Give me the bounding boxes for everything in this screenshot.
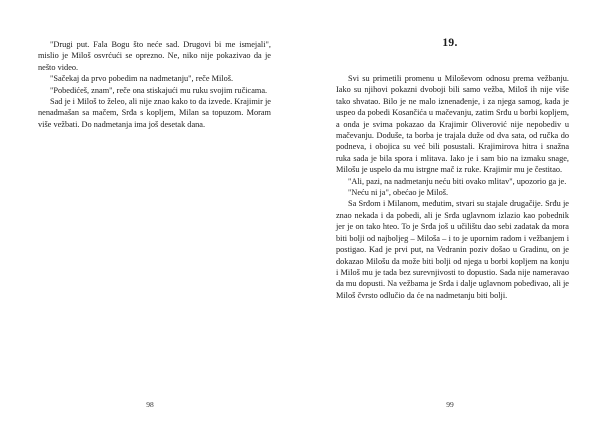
paragraph: Sad je i Miloš to želeo, ali nije znao kako to da izvede. Krajimir je nenadmašan sa mačem, Srđa s kopljem, Milan sa topuzom. Moram više vežbati. Do nadmetanja ima još desetak dana.	[38, 97, 271, 129]
left-page-text	[38, 39, 271, 130]
page-number-right: 99	[446, 400, 454, 409]
paragraph: "Drugi put. Fala Bogu što neće sad. Drugovi bi me ismejali", mislio je Miloš osvrćući se oprezno. Ne, niko nije pokazivao da je nešto video.	[38, 40, 271, 72]
paragraph: Svi su primetili promenu u Miloševom odnosu prema vežbanju. Iako su njihovi pokazni dvoboji bili samo vežba, Miloš ih nije više tako shvatao. Bilo je ne malo iznenađenje, i za njega samog, kada je uspeo da pobedi Kosančića u mačevanju, zatim Srđu u borbi kopljem, a onda je svima pokazao da Krajimir Oliverović nije nepobediv u mačevanju. Doduše, ta borba je trajala duže od dva sata, od ručka do podneva, i obojica su već bili posustali. Krajimirova hitra i snažna ruka sada je bila spora i mlitava. Iako je i sam bio na izmaku snage, Milošu je uspelo da mu istrgne mač iz ruke. Krajimir mu je čestitao.	[336, 74, 569, 175]
paragraph: "Sačekaj da prvo pobedim na nadmetanju", reče Miloš.	[50, 74, 234, 84]
page-number-left: 98	[146, 400, 154, 409]
paragraph: Sa Srđom i Milanom, međutim, stvari su stajale drugačije. Srđu je znao nekada i da pobedi, ali je Srđa uglavnom izlazio kao pobednik jer je on tako hteo. To je Srđa još u učilištu dao sebi zadatak da mora biti bolji od najboljeg – Miloša – i to je upornim radom i vežbanjem i postigao. Kad je prvi put, na Vedranin poziv došao u Gradinu, on je dokazao Milošu da može biti bolji od njega u borbi kopljem na konju i Miloš mu je tada bez surevnjivosti to dopustio. Sada nije nameravao da mu dopusti. Na vežbama je Srđa i dalje uglavnom pobeđivao, ali je Miloš čvrsto odlučio da će na nadmetanju biti bolji.	[336, 199, 569, 300]
paragraph: "Ali, pazi, na nadmetanju neću biti ovako mlitav", upozorio ga je.	[348, 176, 567, 186]
chapter-title: 19.	[442, 37, 458, 49]
right-page-text	[336, 73, 569, 301]
right-page	[300, 0, 600, 424]
paragraph: "Neću ni ja", obećao je Miloš.	[348, 188, 449, 198]
paragraph: "Pobedićeš, znam", reče ona stiskajući mu ruku svojim ručicama.	[50, 85, 268, 95]
